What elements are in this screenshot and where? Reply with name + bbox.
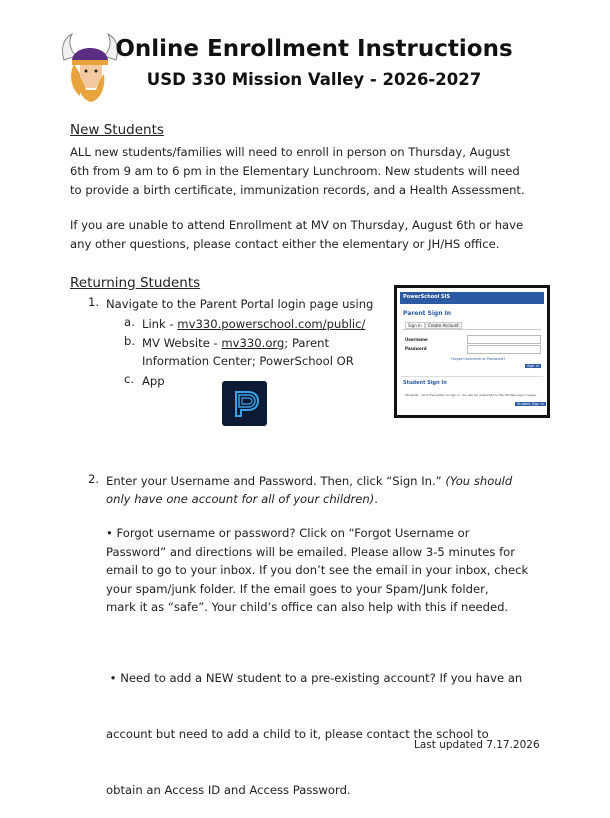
text-line: obtain an Access ID and Access Password. [106,782,351,797]
mv-website-link[interactable]: mv330.org [221,336,285,350]
powerschool-login-screenshot [394,285,550,418]
powerschool-app-icon [222,381,267,426]
tab-create-account[interactable]: Create Account [425,322,462,329]
text-line: If you are unable to attend Enrollment at MV on Thursday, August 6th or have [70,218,524,232]
username-input[interactable] [467,335,541,344]
step-1-text: Navigate to the Parent Portal login page using [106,297,374,311]
new-students-paragraph-1 [70,143,550,200]
screenshot-header-bar [400,292,544,304]
text-line: 6th from 9 am to 6 pm in the Elementary Lunchroom. New students will need [70,164,520,178]
forgot-credentials-paragraph [106,524,556,617]
new-students-heading: New Students [70,122,164,138]
password-input[interactable] [467,345,541,354]
tab-sign-in[interactable]: Sign In [405,322,425,329]
text-line: email to go to your inbox. If you don’t see the email in your inbox, check [106,563,529,578]
returning-students-heading: Returning Students [70,275,201,291]
powerschool-brand: PowerSchool SIS [403,294,451,300]
screenshot-tabs [403,321,541,330]
text-line: ALL new students/families will need to enroll in person on Thursday, August [70,145,511,159]
step-2-line-1: Enter your Username and Password. Then, click “Sign In.” [106,474,446,488]
page-subtitle: USD 330 Mission Valley - 2026-2027 [146,70,482,89]
username-label: Username [405,337,428,342]
step-1b-letter: b. [124,334,136,348]
powerschool-public-link[interactable]: mv330.powerschool.com/public/ [177,317,366,331]
text-line: to provide a birth certificate, immunization records, and a Health Assessment. [70,183,525,197]
sign-in-button[interactable]: Sign In [527,364,539,368]
password-label: Password [405,346,427,351]
student-sign-in-button[interactable]: Student Sign In [517,402,544,406]
step-1b-text [142,334,354,370]
text-line: Password” and directions will be emailed. Please allow 3-5 minutes for [106,544,516,559]
forgot-username-password-link[interactable]: Forgot Username or Password? [451,357,506,361]
step-2-period: . [374,492,378,506]
step-2-number: 2. [88,472,100,486]
text-line: your spam/junk folder. If the email goes to your Spam/Junk folder, [106,581,489,596]
text-line: mark it as “safe”. Your child’s office can also help with this if needed. [106,600,509,615]
text-line: • Need to add a NEW student to a pre-existing account? If you have an [106,671,523,686]
step-1a-text [142,315,365,333]
text-line: account but need to add a child to it, please contact the school to [106,726,489,741]
step-1b-line-2: Information Center; PowerSchool OR [142,354,354,368]
step-1-number: 1. [88,295,100,309]
step-1a-prefix: Link - [142,317,178,331]
new-students-paragraph-2 [70,216,550,254]
student-sign-in-title: Student Sign In [403,380,447,386]
step-1b-prefix: MV Website - [142,336,222,350]
parent-sign-in-title: Parent Sign In [403,310,452,317]
step-1c-text: App [142,374,165,388]
text-line: any other questions, please contact either the elementary or JH/HS office. [70,237,500,251]
add-new-student-paragraph [106,632,556,818]
text-line: • Forgot username or password? Click on “Forgot Username or [106,526,470,540]
step-1c-letter: c. [124,372,135,386]
student-sign-in-text: Students - Click the button to sign in. You will be redirected to the Student sign in page. [405,393,537,397]
page-title: Online Enrollment Instructions [115,36,513,62]
step-2-text [106,472,546,508]
step-2-italic-start: (You should [445,474,513,488]
step-2-italic-end: only have one account for all of your children) [106,492,375,506]
step-1b-suffix: ; Parent [284,336,330,350]
last-updated-footer: Last updated 7.17.2026 [414,739,540,751]
screenshot-divider [401,376,543,377]
step-1a-letter: a. [124,315,135,329]
